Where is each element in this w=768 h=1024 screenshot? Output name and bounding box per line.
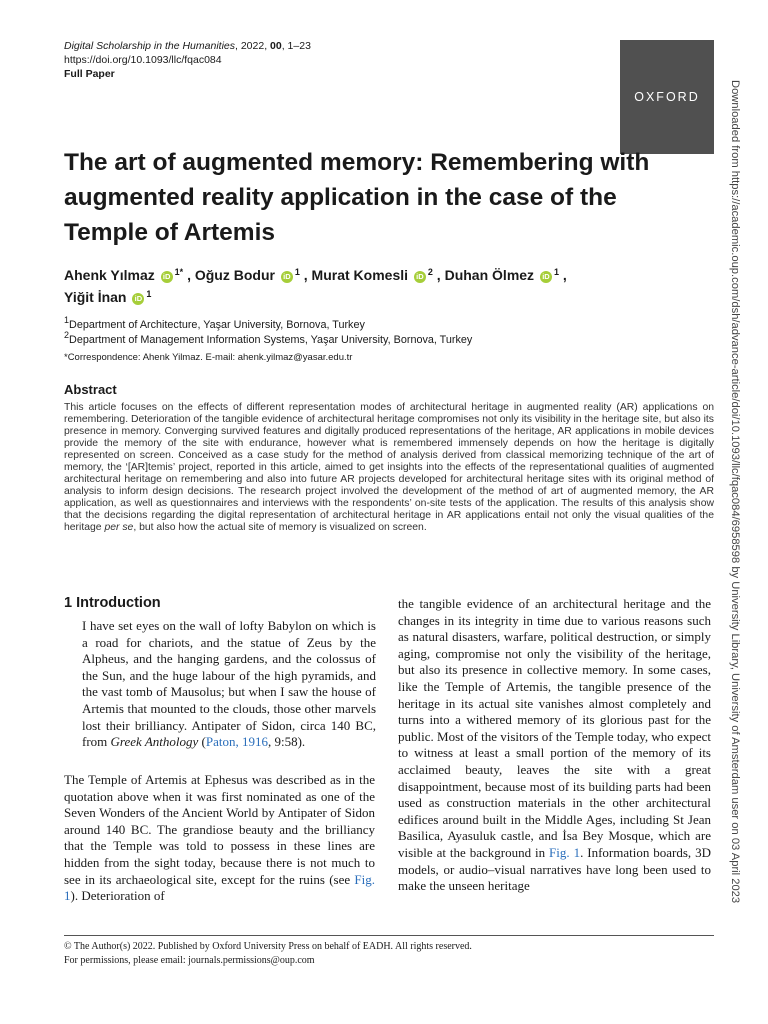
abstract-italic: per se xyxy=(104,521,134,533)
author-affil: 1* xyxy=(174,267,184,277)
journal-year: , 2022, xyxy=(235,40,271,52)
affil-text: Department of Management Information Systems, Yaşar University, Bornova, Turkey xyxy=(69,334,473,346)
affiliations xyxy=(64,315,473,348)
section-heading: 1 Introduction xyxy=(64,595,161,611)
citation-link[interactable]: Paton, 1916 xyxy=(205,734,268,750)
orcid-icon[interactable]: iD xyxy=(414,271,426,283)
affiliation xyxy=(64,330,473,348)
orcid-icon[interactable]: iD xyxy=(132,293,144,305)
author-name[interactable]: Murat Komesli xyxy=(311,267,409,283)
correspondence: *Correspondence: Ahenk Yilmaz. E-mail: ahenk.yilmaz@yasar.edu.tr xyxy=(64,352,353,363)
citation-line xyxy=(64,39,311,53)
affiliation xyxy=(64,315,472,333)
paper-type: Full Paper xyxy=(64,68,115,80)
journal-pages: , 1–23 xyxy=(281,40,311,52)
epigraph-text: I have set eyes on the wall of lofty Babylon on which is a road for chariots, and the statue of Zeus by the Alpheus, and the hanging gardens, and the colossus of the Sun, and the huge labour of the high pyramids, and the vast tomb of Mausolus; but when I saw the house of Artemis that mounted to the clouds, those other marvels lost their brilliancy. Antipater of Sidon, circa 140 BC, from xyxy=(82,618,376,750)
download-note-text: Downloaded from https://academic.oup.com/dsh/advance-article/doi/10.1093/llc/fqac084/6958598 by University Library, University of Amsterdam user on 03 April 2023 xyxy=(729,80,741,904)
affil-num: 1 xyxy=(64,315,70,325)
footer-divider xyxy=(64,935,714,936)
body-paragraph xyxy=(64,772,375,905)
paragraph-end: ). Deterioration of xyxy=(70,888,165,904)
author-affil: 1 xyxy=(146,289,152,299)
figure-link[interactable]: Fig. 1 xyxy=(549,844,581,860)
copyright-notice: © The Author(s) 2022. Published by Oxford University Press on behalf of EADH. All rights reserved. xyxy=(64,941,472,952)
epigraph-close: , 9:58). xyxy=(267,734,306,750)
paragraph-end: . Information boards, 3D models, or audio–visual narratives have long been used to make the unseen heritage xyxy=(398,844,711,894)
epigraph-source: Greek Anthology xyxy=(110,734,199,750)
author-list: Ahenk Yılmaz iD $^{1*}$ , Oğuz Bodur iD $^1$ , Murat Komesli iD $^2$ , Duhan Ölmez iD $^1$ , Yiğit İnan iD $^1$ xyxy=(64,267,567,305)
logo-text: OXFORD xyxy=(634,90,700,104)
journal-name: Digital Scholarship in the Humanities xyxy=(64,40,235,52)
affil-text: Department of Architecture, Yaşar University, Bornova, Turkey xyxy=(69,319,365,331)
journal-volume: 00 xyxy=(270,40,282,52)
paper-title: The art of augmented memory: Remembering with augmented reality application in the case of the Temple of Artemis xyxy=(64,149,650,246)
abstract-end: , but also how the actual site of memory is visualized on screen. xyxy=(133,521,427,533)
affil-num: 2 xyxy=(64,330,70,340)
author-name[interactable]: Ahenk Yılmaz xyxy=(64,267,155,283)
author-name[interactable]: Duhan Ölmez xyxy=(444,267,535,283)
epigraph xyxy=(82,618,376,751)
permissions-notice: For permissions, please email: journals.permissions@oup.com xyxy=(64,955,315,966)
paragraph-text: the tangible evidence of an architectural heritage and the changes in its integrity in time due to various reasons such as natural disasters, warfare, political destruction, or simply aging, compromise not only the visibility of the heritage, but also its presence in collective memory. In some cases, like the Temple of Artemis, the tangible presence of the heritage in its actual site vanishes almost completely and turns into a withered memory of its glorious past for the public. Most of the visitors of the Temple today, who expect to witness at least a small portion of the memory of its acclaimed beauty, leaves the site with a great disappointment, because most of its building parts had been used as construction materials in the other architectural edifices around built in the Middle Ages, including St Jean Basilica, Ayasuluk castle, and İsa Bey Mosque, which are visible at the background in xyxy=(398,596,711,860)
author-affil: 1 xyxy=(294,267,300,277)
abstract-text xyxy=(64,402,714,533)
orcid-icon[interactable]: iD xyxy=(281,271,293,283)
abstract-heading: Abstract xyxy=(64,382,117,397)
doi-link[interactable]: https://doi.org/10.1093/llc/fqac084 xyxy=(64,54,222,66)
author-name[interactable]: Oğuz Bodur xyxy=(194,267,275,283)
paragraph-text: The Temple of Artemis at Ephesus was described as in the quotation above when it was first nominated as one of the Seven Wonders of the Ancient World by Antipater of Sidon around 140 BC. The grandiose beauty and the brilliancy that the Temple was told to possess in these lines are hidden from the sight today, because there is not much to see in its archaeological site, except for the ruins (see xyxy=(64,772,375,887)
oxford-logo xyxy=(620,40,714,154)
author-affil: 1 xyxy=(553,267,559,277)
footer xyxy=(64,940,472,968)
journal-header xyxy=(64,39,311,81)
figure-link[interactable]: Fig. 1 xyxy=(64,871,375,904)
author-affil: 2 xyxy=(427,267,433,277)
orcid-icon[interactable]: iD xyxy=(161,271,173,283)
author-name[interactable]: Yiğit İnan xyxy=(64,289,127,305)
body-paragraph-right xyxy=(398,596,711,895)
abstract-main: This article focuses on the effects of different representation modes of architectural heritage in augmented reality (AR) applications on remembering. Deterioration of the tangible evidence of architectural heritage compromises not only its visibility in the heritage site, but also its presence in memory. Converging survived features and digitally produced representations of the heritage, AR applications in mobile devices provide the memory of the site with endurance, however what is remembered immensely depends on how the heritage is digitally represented on screen. Conceived as a case study for the method of analysis derived from classical memorizing technique of the art of memory, the ‘[AR]temis’ project, reported in this article, aimed to get insights into the effects of the representational qualities of augmented architectural heritage on remembering and also into future AR projects developed for architectural heritage sites with its original method of analysis to inform design decisions. The research project involved the development of the method of art of augmented memory, the AR application, as well as questionnaires and interviews with the respondents’ on-site tests of the application. The results of this analysis show that the decisions regarding the digital representation of architectural heritage in AR applications entail not only the visual qualities of the heritage xyxy=(64,402,714,533)
epigraph-paren: ( xyxy=(198,734,206,750)
orcid-icon[interactable]: iD xyxy=(540,271,552,283)
